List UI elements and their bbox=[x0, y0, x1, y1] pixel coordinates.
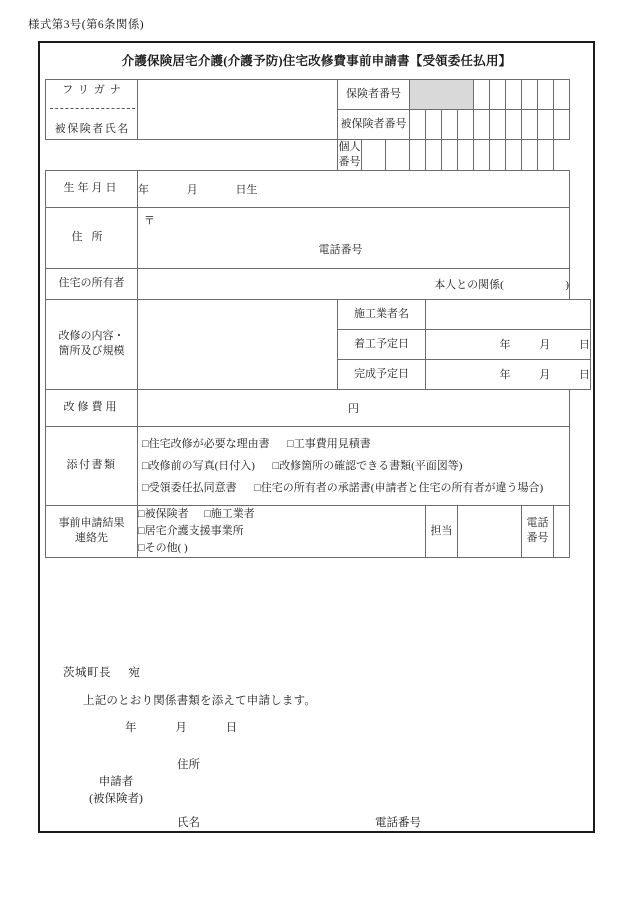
start-year-label: 年 bbox=[499, 339, 511, 352]
declaration-month-label: 月 bbox=[175, 722, 187, 734]
insured-number-cell[interactable] bbox=[474, 110, 490, 140]
declaration-year-label: 年 bbox=[125, 722, 137, 734]
birthdate-label: 生年月日 bbox=[46, 170, 138, 207]
completion-year-label: 年 bbox=[499, 369, 511, 382]
personal-number-cell[interactable] bbox=[522, 140, 538, 171]
table-row bbox=[46, 140, 591, 171]
owner-input[interactable] bbox=[138, 268, 570, 299]
personal-number-cell[interactable] bbox=[506, 140, 522, 171]
personal-number-label: 個人番号 bbox=[338, 140, 362, 171]
contact-person-input[interactable] bbox=[458, 505, 522, 557]
declaration-day-label: 日 bbox=[225, 722, 238, 734]
contact-label-line1: 事前申請結果 bbox=[58, 517, 125, 530]
insured-number-cell[interactable] bbox=[506, 110, 522, 140]
applicant-label bbox=[73, 774, 159, 809]
applicant-address-label: 住所 bbox=[177, 759, 200, 771]
contractor-label: 施工業者名 bbox=[338, 299, 426, 329]
attachment-row-1 bbox=[138, 433, 569, 455]
insurer-number-shaded-cell bbox=[410, 80, 474, 110]
addressee-name: 茨城町長 bbox=[63, 667, 111, 679]
start-date-input[interactable] bbox=[426, 329, 591, 359]
contact-option-row-1 bbox=[138, 506, 425, 523]
insured-number-cell[interactable] bbox=[458, 110, 474, 140]
personal-number-cell[interactable] bbox=[410, 140, 426, 171]
contact-checkbox-other[interactable]: □その他( ) bbox=[138, 541, 188, 554]
table-row bbox=[46, 80, 591, 110]
personal-number-cell[interactable] bbox=[386, 140, 410, 171]
table-row bbox=[46, 299, 591, 329]
table-row bbox=[46, 505, 591, 557]
contact-tel-label-line2: 番号 bbox=[526, 532, 549, 545]
attachment-checkbox-5[interactable]: □受領委任払同意書 bbox=[142, 481, 237, 494]
table-row bbox=[46, 426, 591, 505]
owner-relation-label: 本人との関係( bbox=[434, 278, 504, 291]
declaration-section bbox=[45, 656, 588, 829]
page-title: 介護保険居宅介護(介護予防)住宅改修費事前申請書【受領委任払用】 bbox=[121, 54, 512, 68]
birth-year-label: 年 bbox=[138, 183, 149, 196]
applicant-label-line1: 申請者 bbox=[98, 776, 134, 788]
address-tel-label: 電話番号 bbox=[318, 243, 363, 256]
furigana-divider bbox=[50, 108, 135, 109]
birthdate-input[interactable] bbox=[138, 170, 570, 207]
completion-date-label: 完成予定日 bbox=[338, 359, 426, 389]
insurer-number-cell[interactable] bbox=[506, 80, 522, 110]
birth-month-label: 月 bbox=[186, 183, 198, 196]
insured-number-cell[interactable] bbox=[490, 110, 506, 140]
completion-day-label: 日 bbox=[579, 369, 590, 382]
address-label: 住所 bbox=[46, 207, 138, 268]
completion-month-label: 月 bbox=[539, 369, 551, 382]
personal-number-cell[interactable] bbox=[474, 140, 490, 171]
addressee-suffix: 宛 bbox=[128, 667, 141, 679]
insured-number-label: 被保険者番号 bbox=[338, 110, 410, 140]
insurer-number-cell[interactable] bbox=[538, 80, 554, 110]
contact-tel-label-line1: 電話 bbox=[526, 517, 549, 530]
start-date-label: 着工予定日 bbox=[338, 329, 426, 359]
postal-mark: 〒 bbox=[144, 214, 155, 227]
birth-day-label: 日生 bbox=[235, 183, 258, 196]
contact-tel-input[interactable] bbox=[554, 505, 570, 557]
contact-person-label: 担当 bbox=[426, 505, 458, 557]
declaration-statement: 上記のとおり関係書類を添えて申請します。 bbox=[83, 695, 317, 707]
cost-label: 改修費用 bbox=[46, 389, 138, 426]
contact-tel-label-cell bbox=[522, 505, 554, 557]
insured-name-label: 被保険者氏名 bbox=[54, 122, 130, 135]
contractor-input[interactable] bbox=[426, 299, 591, 329]
contact-options-cell bbox=[138, 505, 426, 557]
insurer-number-cell[interactable] bbox=[490, 80, 506, 110]
insurer-number-cell[interactable] bbox=[474, 80, 490, 110]
insurer-number-cell[interactable] bbox=[522, 80, 538, 110]
table-row bbox=[46, 170, 591, 207]
renovation-detail-input[interactable] bbox=[138, 299, 338, 389]
insured-number-cell[interactable] bbox=[538, 110, 554, 140]
start-month-label: 月 bbox=[539, 339, 551, 352]
personal-number-cell[interactable] bbox=[442, 140, 458, 171]
completion-date-input[interactable] bbox=[426, 359, 591, 389]
owner-relation-close: ) bbox=[565, 278, 570, 291]
cost-unit-label: 円 bbox=[348, 402, 360, 415]
personal-number-cell[interactable] bbox=[490, 140, 506, 171]
personal-number-cell[interactable] bbox=[362, 140, 386, 171]
personal-number-cell[interactable] bbox=[458, 140, 474, 171]
attachment-checkbox-2[interactable]: □工事費用見積書 bbox=[287, 437, 371, 450]
personal-number-cell[interactable] bbox=[426, 140, 442, 171]
attachment-row-3 bbox=[138, 477, 569, 499]
insured-number-cell[interactable] bbox=[554, 110, 570, 140]
table-row bbox=[46, 389, 591, 426]
furigana-label: フリガナ bbox=[62, 83, 126, 96]
insurer-number-label: 保険者番号 bbox=[338, 80, 410, 110]
table-row bbox=[46, 268, 591, 299]
insured-number-cell[interactable] bbox=[442, 110, 458, 140]
attachment-checkbox-1[interactable]: □住宅改修が必要な理由書 bbox=[142, 437, 270, 450]
attachment-checkbox-6[interactable]: □住宅の所有者の承諾書(申請者と住宅の所有者が違う場合) bbox=[254, 481, 544, 494]
form-outer-frame bbox=[38, 41, 595, 833]
attachment-checkbox-4[interactable]: □改修箇所の確認できる書類(平面図等) bbox=[272, 459, 463, 472]
table-row bbox=[46, 207, 591, 268]
insured-number-cell[interactable] bbox=[522, 110, 538, 140]
address-input[interactable] bbox=[138, 207, 570, 268]
cost-input[interactable] bbox=[138, 389, 570, 426]
applicant-name-label: 氏名 bbox=[177, 817, 200, 829]
owner-label: 住宅の所有者 bbox=[46, 268, 138, 299]
attachment-checkbox-3[interactable]: □改修前の写真(日付入) bbox=[142, 459, 255, 472]
insured-number-cell[interactable] bbox=[426, 110, 442, 140]
applicant-label-line2: (被保険者) bbox=[89, 793, 143, 806]
start-day-label: 日 bbox=[579, 339, 590, 352]
insurer-number-cell[interactable] bbox=[554, 80, 570, 110]
attachments-label: 添付書類 bbox=[46, 426, 138, 505]
renovation-label-line1: 改修の内容・ bbox=[58, 330, 125, 343]
insured-name-input[interactable] bbox=[138, 80, 338, 140]
contact-checkbox-contractor[interactable]: □施工業者 bbox=[204, 507, 255, 520]
declaration-date-input[interactable] bbox=[125, 719, 237, 735]
attachments-cell bbox=[138, 426, 570, 505]
main-form-table bbox=[45, 79, 591, 558]
contact-label-line2: 連絡先 bbox=[75, 532, 108, 545]
insured-number-cell[interactable] bbox=[410, 110, 426, 140]
contact-checkbox-care-office[interactable]: □居宅介護支援事業所 bbox=[138, 524, 244, 537]
renovation-label-line2: 箇所及び規模 bbox=[58, 345, 125, 358]
applicant-tel-label: 電話番号 bbox=[375, 817, 421, 829]
insured-name-label-cell bbox=[46, 80, 138, 140]
contact-checkbox-insured[interactable]: □被保険者 bbox=[138, 507, 189, 520]
renovation-label-cell bbox=[46, 299, 138, 389]
contact-label-cell bbox=[46, 505, 138, 557]
addressee-line bbox=[63, 664, 140, 680]
personal-number-cell[interactable] bbox=[538, 140, 554, 171]
form-number: 様式第3号(第6条関係) bbox=[28, 19, 144, 31]
attachment-row-2 bbox=[138, 455, 569, 477]
